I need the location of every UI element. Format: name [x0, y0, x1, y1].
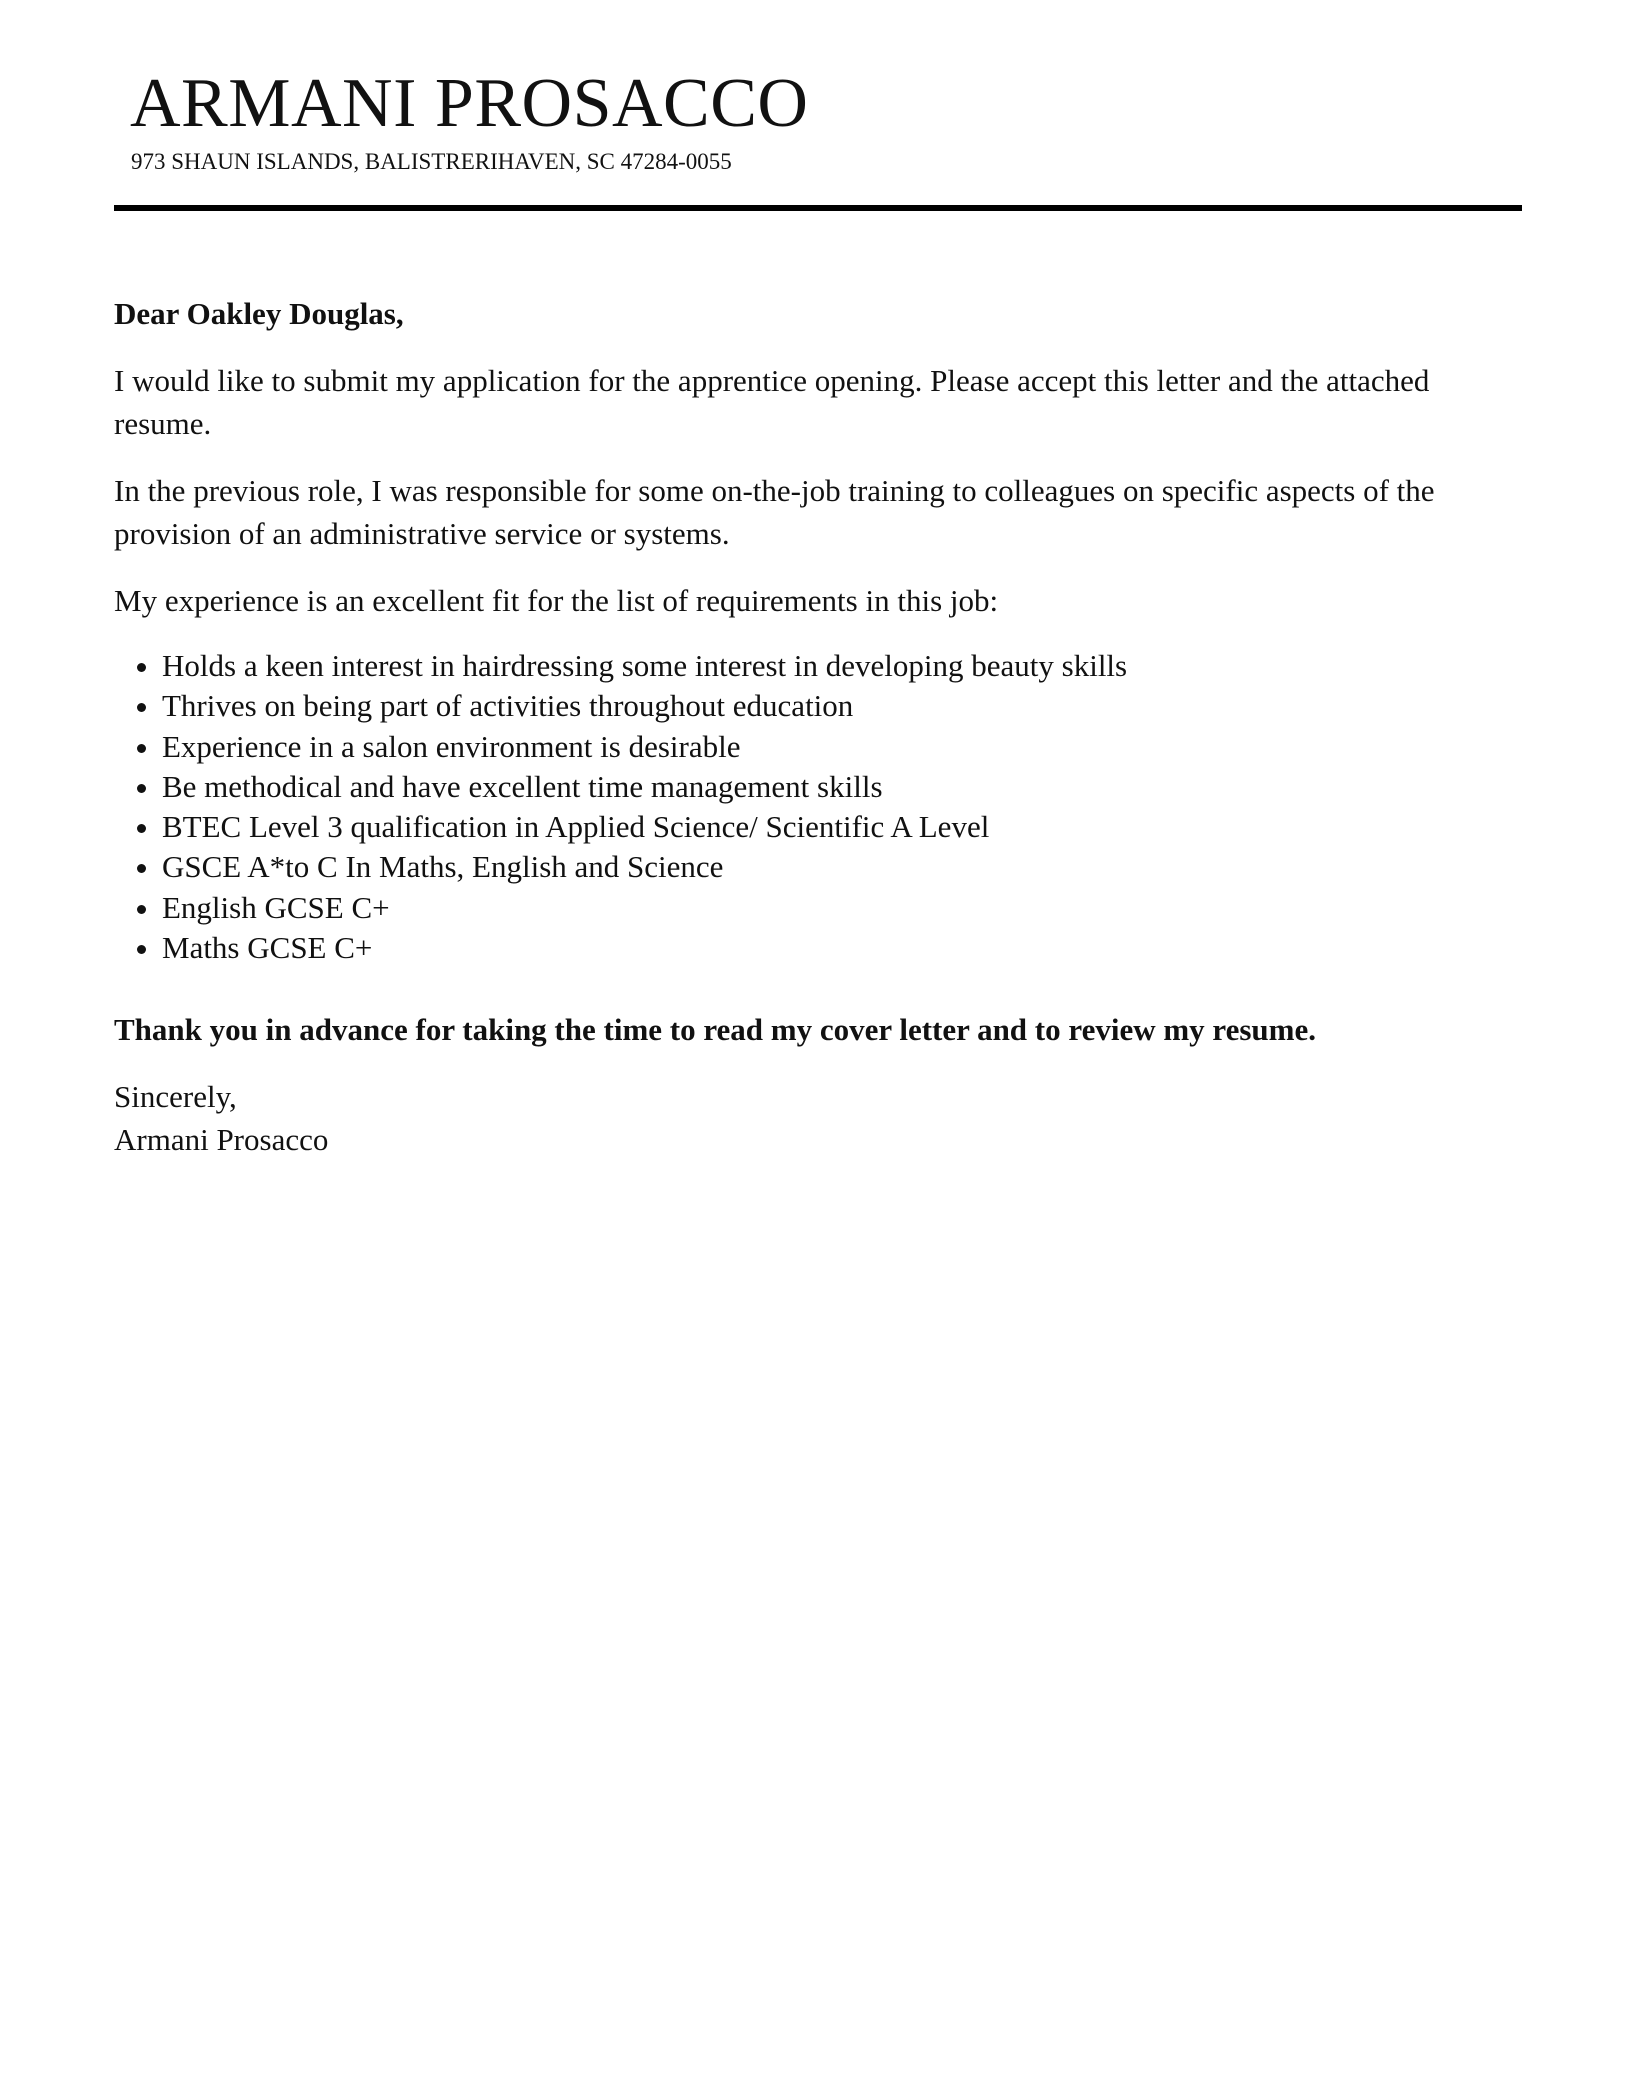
salutation: Dear Oakley Douglas, — [114, 296, 404, 331]
header-divider — [114, 205, 1522, 211]
list-item: • Thrives on being part of activities throughout education — [162, 686, 1524, 726]
paragraph-intro: I would like to submit my application for the apprentice opening. Please accept this letter and the attached resume. — [114, 363, 1430, 441]
list-item: • English GCSE C+ — [162, 888, 1524, 928]
letter-body — [114, 292, 1524, 1161]
list-item: • BTEC Level 3 qualification in Applied Science/ Scientific A Level — [162, 807, 1524, 847]
sign-off: Sincerely, — [114, 1079, 237, 1115]
applicant-address: 973 SHAUN ISLANDS, BALISTRERIHAVEN, SC 47284-0055 — [131, 149, 732, 174]
list-item: • Be methodical and have excellent time management skills — [162, 767, 1524, 807]
paragraph-experience: In the previous role, I was responsible for some on-the-job training to colleagues on specific aspects of the provision of an administrative service or systems. — [114, 473, 1435, 551]
list-item: • GSCE A*to C In Maths, English and Science — [162, 847, 1524, 887]
applicant-name: ARMANI PROSACCO — [130, 65, 809, 142]
requirements-list — [114, 646, 1524, 968]
closing-statement: Thank you in advance for taking the time to read my cover letter and to review my resume. — [114, 1012, 1317, 1048]
list-item: • Maths GCSE C+ — [162, 928, 1524, 968]
list-item: • Holds a keen interest in hairdressing some interest in developing beauty skills — [162, 646, 1524, 686]
paragraph-requirements-intro: My experience is an excellent fit for the list of requirements in this job: — [114, 583, 999, 618]
list-item: • Experience in a salon environment is desirable — [162, 727, 1524, 767]
signature-name: Armani Prosacco — [114, 1122, 329, 1158]
